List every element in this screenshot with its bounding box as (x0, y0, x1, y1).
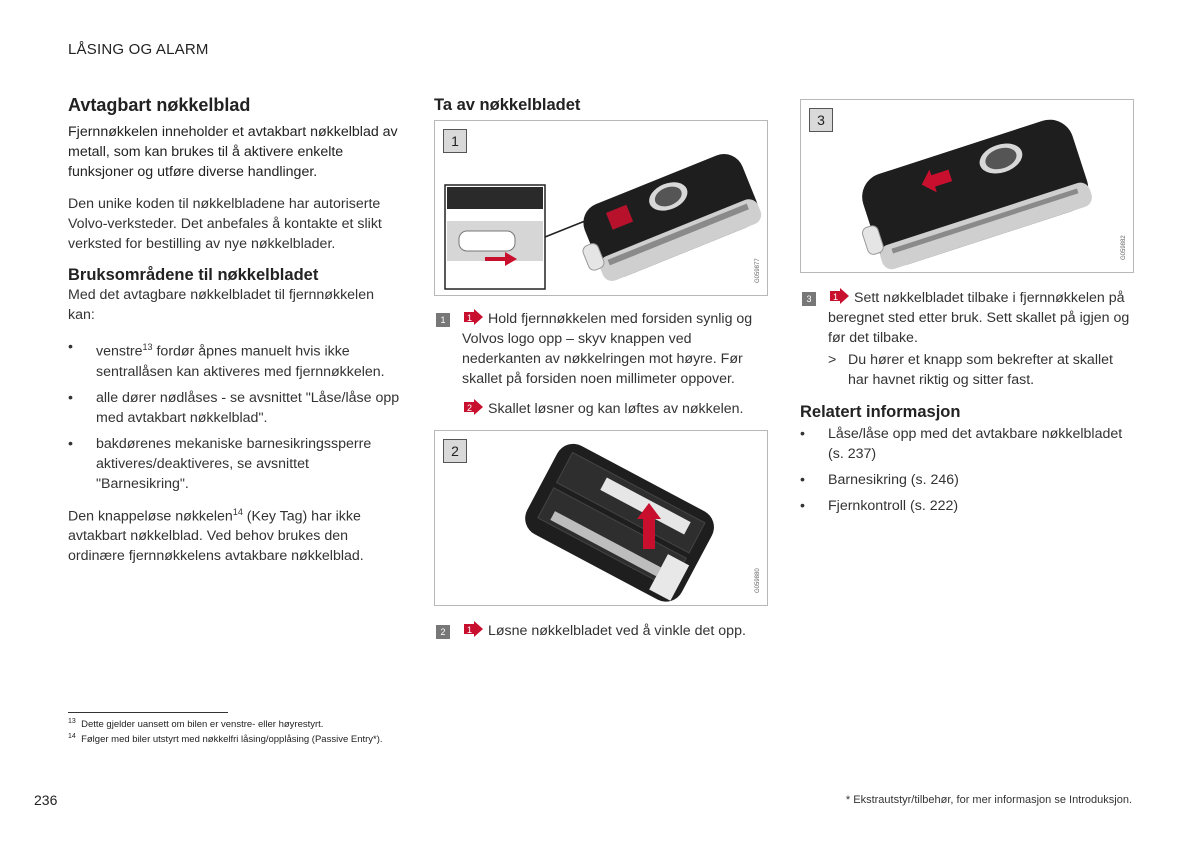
figure-3 (800, 99, 1134, 273)
related-link[interactable] (800, 424, 1132, 464)
keytag-paragraph (68, 502, 400, 567)
related-link-text: Fjernkontroll (s. 222) (828, 498, 959, 514)
figure-2 (434, 430, 768, 606)
section-title-remove-blade: Ta av nøkkelbladet (434, 96, 581, 114)
step-2 (434, 621, 774, 641)
bullet-text-pre: venstre (96, 343, 143, 360)
related-info (800, 403, 1132, 516)
result-text: Du hører et knapp som bekrefter at skallet har havnet riktig og sitter fast. (848, 352, 1113, 388)
figure-1 (434, 120, 768, 296)
related-title: Relatert informasjon (800, 403, 961, 421)
step-1 (434, 309, 766, 419)
image-code: G059877 (755, 258, 761, 283)
related-link[interactable] (800, 496, 1132, 516)
result-marker: > (828, 352, 837, 368)
step-arrow-number: 1 (833, 292, 839, 302)
bullet-text: bakdørenes mekaniske barnesikringssperre aktiveres/deaktiveres, se avsnittet "Barnesikring". (96, 435, 372, 492)
list-item (68, 337, 400, 382)
footnote-14 (68, 733, 383, 745)
key-blade-illustration (435, 431, 767, 605)
keytag-text-post: (Key Tag) har ikke avtakbart nøkkelblad. Ved behov brukes den ordinære fjernnøkkelens avtakbare nøkkelblad. (68, 508, 364, 565)
footnote-13 (68, 718, 323, 730)
footnote-text: Dette gjelder uansett om bilen er venstre- eller høyrestyrt. (81, 719, 324, 731)
image-code: G059880 (755, 568, 761, 593)
step-arrow-icon (828, 288, 850, 304)
figure-ref-badge: 2 (436, 625, 450, 639)
footnote-number: 13 (68, 718, 76, 725)
step-arrow-number: 1 (467, 625, 473, 635)
footnote-divider (68, 712, 228, 713)
figure-number: 1 (443, 129, 467, 153)
related-link[interactable] (800, 470, 1132, 490)
footer-note: * Ekstrautstyr/tilbehør, for mer informasjon se Introduksjon. (845, 794, 1132, 806)
code-paragraph: Den unike koden til nøkkelbladene har autoriserte Volvo-verksteder. Det anbefales å kontakte et slikt verksted for bestilling av nye nøkkelblader. (68, 196, 382, 252)
bullet-text: alle dører nødlåses - se avsnittet "Låse/låse opp med avtakbart nøkkelblad". (96, 389, 400, 426)
footnote-ref: 14 (232, 506, 243, 517)
step-arrow-number: 2 (467, 403, 473, 413)
figure-number: 3 (809, 108, 833, 132)
bullet-icon: • (800, 426, 805, 442)
bullet-icon: • (68, 389, 73, 406)
figure-number: 2 (443, 439, 467, 463)
step-1a-text: Hold fjernnøkkelen med forsiden synlig og Volvos logo opp – skyv knappen ved nederkanten av nøkkelringen mot høyre. Før skallet på forsiden noen millimeter oppover. (462, 311, 753, 387)
related-link-text: Låse/låse opp med det avtakbare nøkkelbladet (s. 237) (828, 426, 1123, 462)
step-arrow-number: 1 (467, 313, 473, 323)
bullet-icon: • (68, 435, 73, 452)
step-arrow-icon (462, 309, 484, 325)
footnote-text: Følger med biler utstyrt med nøkkelfri låsing/opplåsing (Passive Entry*). (81, 734, 383, 746)
usage-intro: Med det avtagbare nøkkelbladet til fjernnøkkelen kan: (68, 287, 374, 323)
step-arrow-icon (462, 399, 484, 415)
step-2-text: Løsne nøkkelbladet ved å vinkle det opp. (488, 623, 746, 639)
list-item (68, 388, 400, 428)
related-link-text: Barnesikring (s. 246) (828, 472, 959, 488)
bullet-icon: • (800, 498, 805, 514)
subtitle-usage: Bruksområdene til nøkkelbladet (68, 266, 319, 284)
figure-ref-badge: 1 (436, 313, 450, 327)
figure-ref-badge: 3 (802, 292, 816, 306)
bullet-text-post: fordør åpnes manuelt hvis ikke sentrallåsen kan aktiveres med fjernnøkkelen. (96, 343, 385, 380)
intro-paragraph: Fjernnøkkelen inneholder et avtakbart nøkkelblad av metall, som kan brukes til å aktivere enkelte funksjoner og utføre diverse handlinger. (68, 124, 398, 180)
image-code: G059882 (1121, 235, 1127, 260)
list-item (68, 434, 400, 494)
section-header: LÅSING OG ALARM (68, 41, 209, 58)
keytag-text-pre: Den knappeløse nøkkelen (68, 508, 233, 525)
bullet-icon: • (800, 472, 805, 488)
result-line (800, 350, 1132, 390)
page-title: Avtagbart nøkkelblad (68, 95, 251, 115)
step-1b-text: Skallet løsner og kan løftes av nøkkelen. (488, 401, 744, 417)
left-column (68, 95, 400, 566)
footnote-ref: 13 (142, 342, 153, 352)
step-arrow-icon (462, 621, 484, 637)
step-3-text: Sett nøkkelbladet tilbake i fjernnøkkelen på beregnet sted etter bruk. Sett skallet på igjen og før det tilbake. (828, 290, 1130, 346)
bullet-icon: • (68, 339, 73, 355)
key-fob-reassemble-illustration (801, 100, 1133, 272)
footnote-number: 14 (68, 733, 76, 740)
step-3 (800, 288, 1132, 390)
page-number: 236 (34, 792, 58, 808)
key-fob-illustration (435, 121, 767, 295)
